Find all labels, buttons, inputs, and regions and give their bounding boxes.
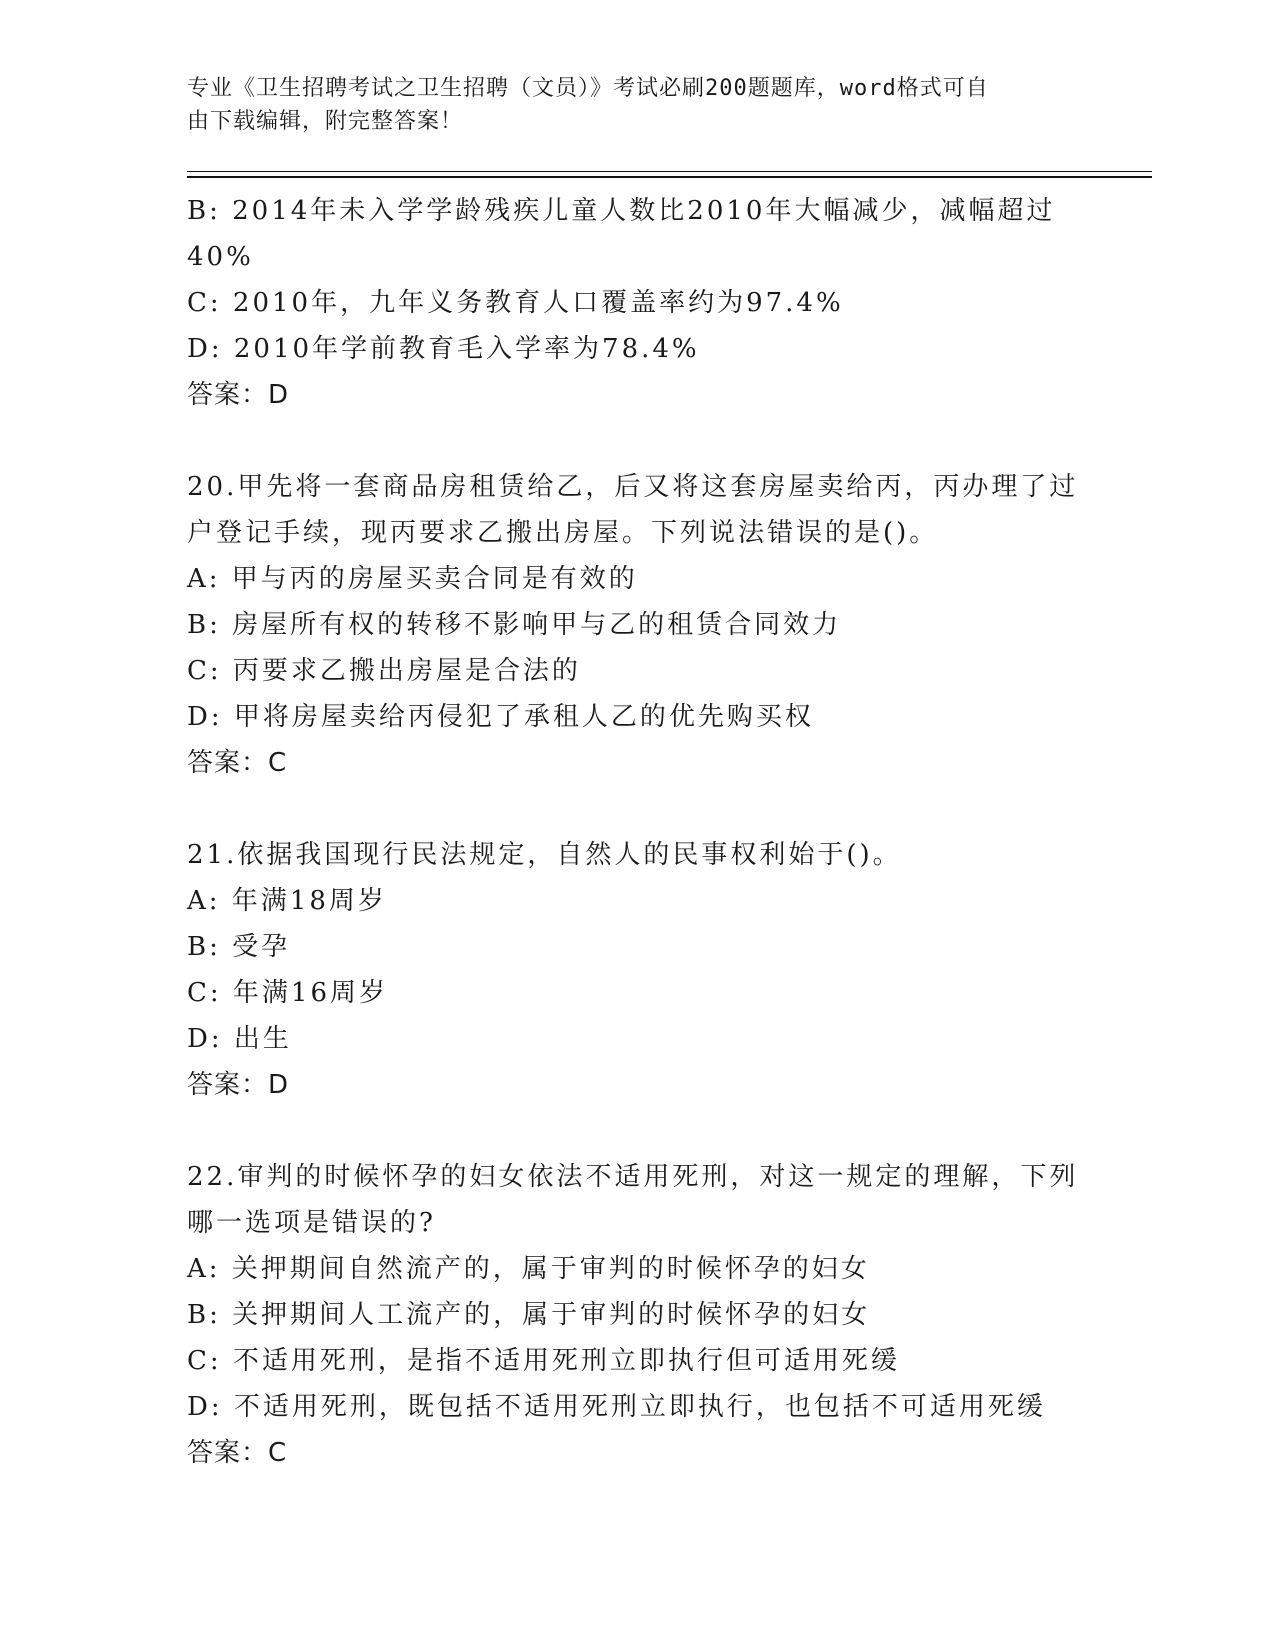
answer-line: 答案：D	[187, 1070, 290, 1100]
option-line: A: 甲与丙的房屋买卖合同是有效的	[187, 564, 638, 594]
option-line: C: 丙要求乙搬出房屋是合法的	[187, 656, 581, 686]
question-content	[187, 188, 1087, 1476]
option-line: D: 甲将房屋卖给丙侵犯了承租人乙的优先购买权	[187, 702, 814, 732]
option-line: D: 出生	[187, 1024, 292, 1054]
option-line: B: 受孕	[187, 932, 291, 962]
option-line: B: 房屋所有权的转移不影响甲与乙的租赁合同效力	[187, 610, 842, 640]
question-stem: 20.甲先将一套商品房租赁给乙，后又将这套房屋卖给丙，丙办理了过	[187, 472, 1079, 502]
question-stem: 哪一选项是错误的?	[187, 1208, 436, 1238]
question-22	[187, 1154, 1087, 1476]
header-line-2: 由下载编辑，附完整答案！	[187, 109, 464, 134]
document-header	[187, 72, 1087, 138]
option-line: C: 2010年，九年义务教育人口覆盖率约为97.4%	[187, 288, 844, 318]
question-21	[187, 832, 1087, 1108]
option-line: D: 2010年学前教育毛入学率为78.4%	[187, 334, 700, 364]
option-line: B: 2014年未入学学龄残疾儿童人数比2010年大幅减少，减幅超过	[187, 196, 1056, 226]
option-line: A: 关押期间自然流产的，属于审判的时候怀孕的妇女	[187, 1254, 870, 1284]
question-20	[187, 464, 1087, 786]
answer-line: 答案：C	[187, 1438, 288, 1468]
header-line-1: 专业《卫生招聘考试之卫生招聘（文员）》考试必刷200题题库，word格式可自	[187, 76, 989, 101]
option-line: B: 关押期间人工流产的，属于审判的时候怀孕的妇女	[187, 1300, 871, 1330]
question-stem: 户登记手续，现丙要求乙搬出房屋。下列说法错误的是()。	[187, 518, 939, 548]
option-line: C: 不适用死刑，是指不适用死刑立即执行但可适用死缓	[187, 1346, 900, 1376]
option-line: A: 年满18周岁	[187, 886, 387, 916]
header-divider-thin	[187, 171, 1152, 172]
question-stem: 22.审判的时候怀孕的妇女依法不适用死刑，对这一规定的理解，下列	[187, 1162, 1079, 1192]
answer-line: 答案：D	[187, 380, 290, 410]
option-line: D: 不适用死刑，既包括不适用死刑立即执行，也包括不可适用死缓	[187, 1392, 1046, 1422]
question-stem: 21.依据我国现行民法规定，自然人的民事权利始于()。	[187, 840, 902, 870]
option-line: 40%	[187, 242, 254, 272]
header-divider-thick	[187, 176, 1152, 178]
option-line: C: 年满16周岁	[187, 978, 389, 1008]
continued-question	[187, 188, 1087, 418]
answer-line: 答案：C	[187, 748, 288, 778]
